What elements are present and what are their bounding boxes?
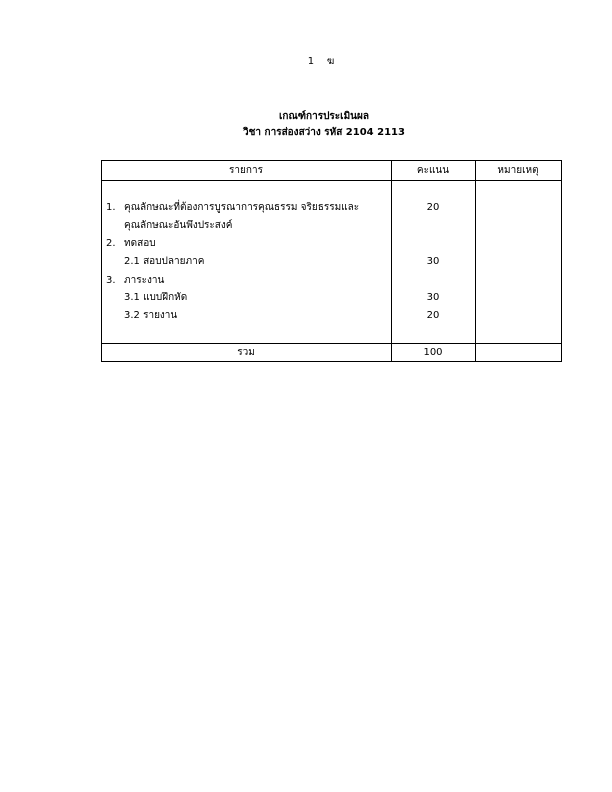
table-header-divider — [101, 180, 562, 181]
document-title: เกณฑ์การประเมินผล — [278, 111, 369, 122]
row-number: 2. — [106, 238, 116, 249]
page-header — [296, 56, 346, 68]
table-border-top — [101, 160, 562, 161]
row-text: 2.1 สอบปลายภาค — [124, 256, 205, 267]
row-score: 20 — [426, 202, 440, 213]
column-header-item: รายการ — [229, 165, 263, 176]
column-header-score: คะแนน — [416, 165, 450, 176]
page-number: 1 — [307, 56, 315, 67]
table-total-divider — [101, 343, 562, 344]
table-border-right — [561, 160, 562, 362]
row-number: 3. — [106, 275, 116, 286]
row-number: 1. — [106, 202, 116, 213]
table-border-left — [101, 160, 102, 362]
row-text: คุณลักษณะอันพึงประสงค์ — [124, 220, 233, 231]
row-score: 30 — [426, 256, 440, 267]
row-text: 3.1 แบบฝึกหัด — [124, 292, 188, 303]
row-text: ทดสอบ — [124, 238, 156, 249]
page-mark: ฆ — [326, 56, 335, 67]
column-header-remark: หมายเหตุ — [497, 165, 539, 176]
table-border-bottom — [101, 361, 562, 362]
row-score: 20 — [426, 310, 440, 321]
total-label: รวม — [237, 347, 255, 358]
document-subtitle: วิชา การส่องสว่าง รหัส 2104 2113 — [243, 127, 405, 138]
total-score: 100 — [423, 347, 443, 358]
row-text: คุณลักษณะที่ต้องการบูรณาการคุณธรรม จริยธรรมและ — [124, 202, 360, 213]
table-column-divider-2 — [475, 160, 476, 362]
row-text: ภาระงาน — [124, 275, 165, 286]
row-text: 3.2 รายงาน — [124, 310, 178, 321]
row-score: 30 — [426, 292, 440, 303]
